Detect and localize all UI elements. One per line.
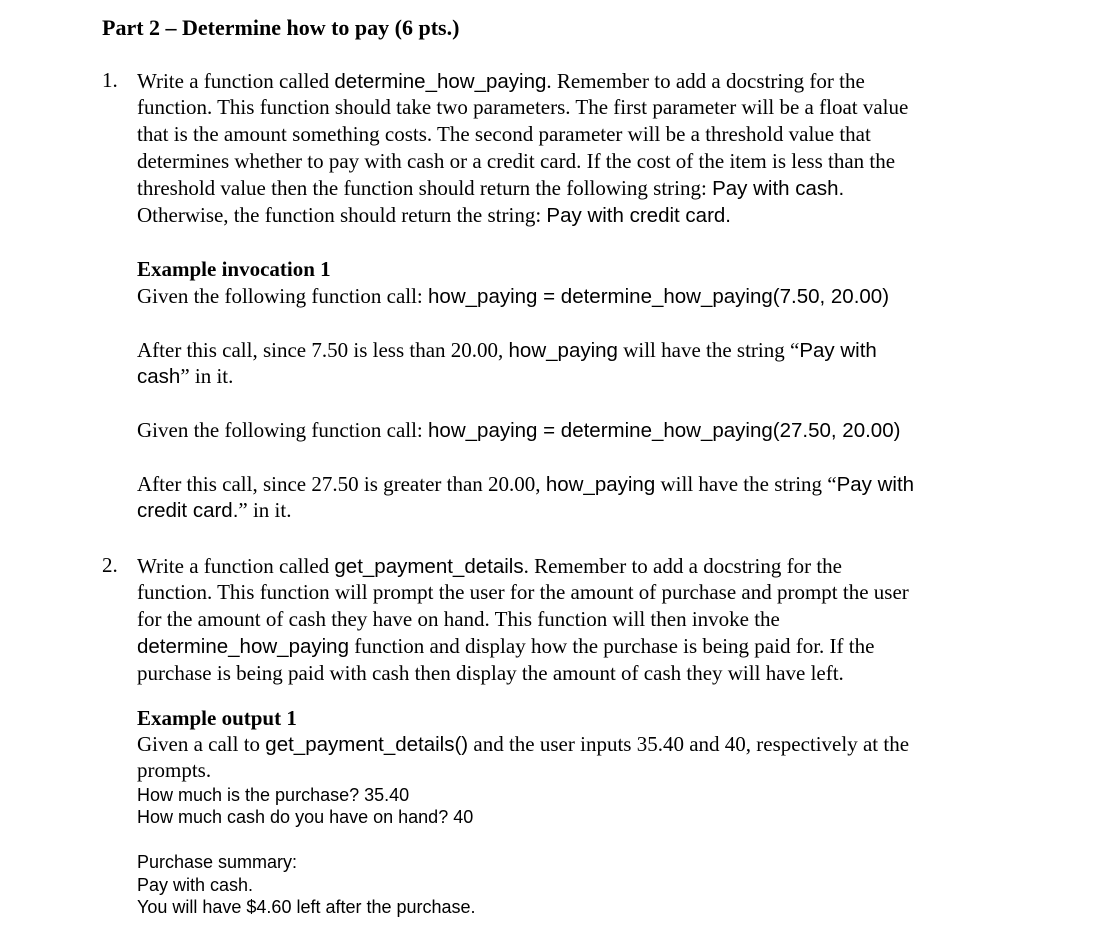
output-line: Purchase summary: [137,852,298,872]
item-1-line-6: Otherwise, the function should return the string: Pay with credit card. [137,203,731,227]
output-line: Pay with cash. [137,875,254,895]
code-call: get_payment_details() [265,733,469,756]
example-call-2: Given the following function call: how_paying = determine_how_paying(27.50, 20.00) [137,418,901,442]
code-call-2: how_paying = determine_how_paying(27.50, 20.00) [428,419,901,442]
item-2-line-5: purchase is being paid with cash then display the amount of cash they will have left. [137,661,844,685]
item-2-line-1: Write a function called get_payment_details. Remember to add a docstring for the [137,554,842,578]
return-string-cash: Pay with cash. [712,177,845,200]
example-call-1: Given the following function call: how_paying = determine_how_paying(7.50, 20.00) [137,284,890,308]
item-1-number: 1. [102,68,118,92]
output-line: How much is the purchase? 35.40 [137,785,410,805]
item-1-line-2: function. This function should take two parameters. The first parameter will be a float value [137,95,909,119]
item-1-line-1: Write a function called determine_how_paying. Remember to add a docstring for the [137,69,865,93]
function-name: determine_how_paying [334,70,547,93]
item-1-line-3: that is the amount something costs. The second parameter will be a threshold value that [137,122,871,146]
example-result-1-line-1: After this call, since 7.50 is less than 20.00, how_paying will have the string “Pay with [137,338,877,362]
item-1-line-4: determines whether to pay with cash or a credit card. If the cost of the item is less than the [137,149,896,173]
output-line: How much cash do you have on hand? 40 [137,807,474,827]
item-2-line-4: determine_how_paying function and display how the purchase is being paid for. If the [137,634,875,658]
item-2-line-2: function. This function will prompt the user for the amount of purchase and prompt the user [137,580,909,604]
example-output-given: Given a call to get_payment_details() and the user inputs 35.40 and 40, respectively at the [137,732,910,756]
example-result-2-line-1: After this call, since 27.50 is greater than 20.00, how_paying will have the string “Pay with [137,472,915,496]
function-name: determine_how_paying [137,635,349,658]
code-call-1: how_paying = determine_how_paying(7.50, 20.00) [428,285,890,308]
item-1-line-5: threshold value then the function should return the following string: Pay with cash. [137,176,845,200]
example-output-title: Example output 1 [137,706,297,730]
example-output-given-2: prompts. [137,758,212,782]
output-line: You will have $4.60 left after the purchase. [137,897,476,917]
function-name: get_payment_details [334,555,524,578]
example-result-1-line-2: cash” in it. [137,364,234,388]
item-2-number: 2. [102,553,118,577]
section-heading: Part 2 – Determine how to pay (6 pts.) [102,15,460,40]
example-invocation-title: Example invocation 1 [137,257,331,281]
return-string-credit: Pay with credit card. [546,204,731,227]
item-2-line-3: for the amount of cash they have on hand. This function will then invoke the [137,607,780,631]
example-result-2-line-2: credit card.” in it. [137,498,292,522]
